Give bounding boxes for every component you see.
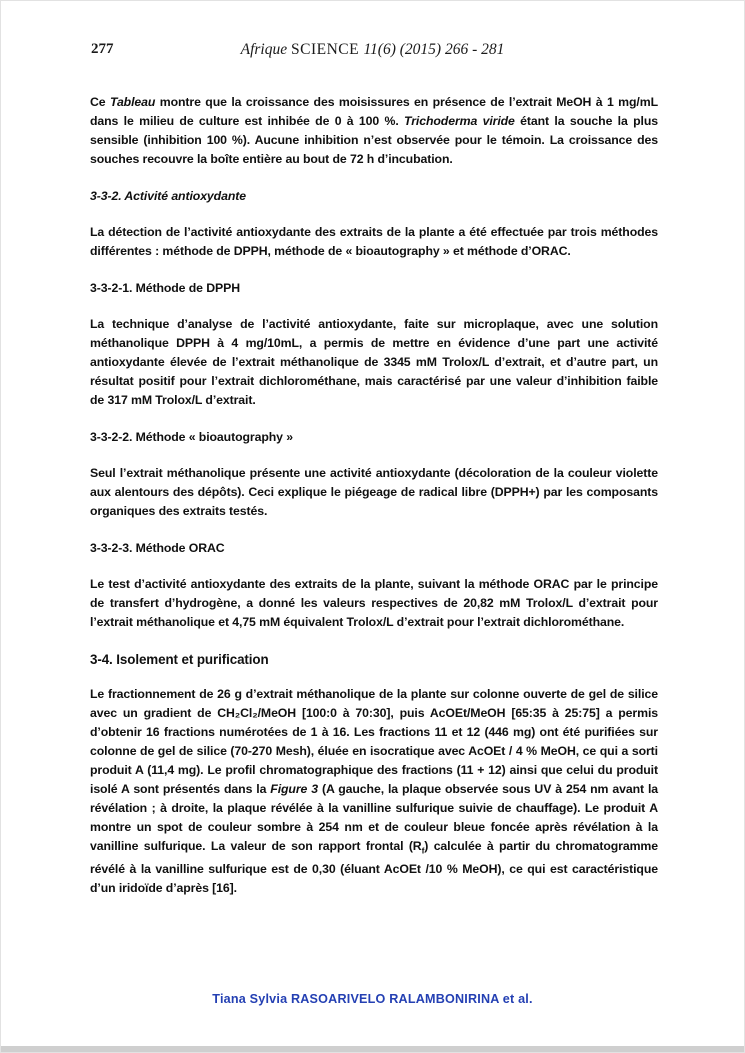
article-body <box>90 93 658 916</box>
paragraph-tableau <box>90 93 658 169</box>
paragraph-orac <box>90 575 658 632</box>
subheading-3-3-2-3-methode-orac <box>90 539 658 558</box>
page-number: 277 <box>91 41 114 57</box>
text-segment: ) calculée à partir du chromatogramme révélé à la vanilline sulfurique est de 0,30 (éluant AcOEt /10 % MeOH), ce qui est caractéristique d’un iridoïde d’après [16]. <box>90 839 658 896</box>
text-segment: 3-3-2-2. Méthode « bioautography » <box>90 430 293 444</box>
heading-3-3-2-activite-antioxydante <box>90 187 658 206</box>
text-segment: f <box>421 845 425 856</box>
text-segment: Figure 3 <box>270 782 322 796</box>
journal-title <box>241 41 505 58</box>
text-segment: 3-3-2-3. Méthode ORAC <box>90 541 225 555</box>
paragraph-bioautography <box>90 464 658 521</box>
text-segment: Afrique <box>240 41 291 58</box>
text-segment: 11(6) (2015) 266 - 281 <box>363 41 505 58</box>
text-segment: montre que la croissance des moisissures en présence de l’extrait MeOH à 1 mg/mL dans le milieu de culture est inhibée de 0 à 100 %. <box>90 95 658 128</box>
text-segment: 3-4. Isolement et purification <box>90 652 269 667</box>
paragraph-fractionnement <box>90 685 658 898</box>
paragraph-technique-dpph <box>90 315 658 410</box>
text-segment: Le test d’activité antioxydante des extraits de la plante, suivant la méthode ORAC par le principe de transfert d’hydrogène, a donné les valeurs respectives de 20,82 mM Trolox/L d’extrait pour l’extrait méthanolique et 4,75 mM équivalent Trolox/L d’extrait pour l’extrait dichlorométhane. <box>90 577 658 629</box>
text-segment: (A gauche, la plaque observée sous UV à 254 nm avant la révélation ; à droite, la plaque révélée à la vanilline sulfurique suivie de chauffage). Le produit A montre un spot de couleur sombre à 254 nm et de couleur bleue foncée après révélation à la vanilline sulfurique. La valeur de son rapport frontal (R <box>90 782 658 853</box>
text-segment: Trichoderma viride <box>404 114 521 128</box>
text-segment: Seul l’extrait méthanolique présente une activité antioxydante (décoloration de la couleur violette aux alentours des dépôts). Ceci explique le piégeage de radical libre (DPPH+) par les composants organiques des extraits testés. <box>90 466 658 518</box>
heading-3-4-isolement-purification <box>90 650 658 669</box>
footer-authors: Tiana Sylvia RASOARIVELO RALAMBONIRINA et al. <box>212 992 533 1006</box>
text-segment: La détection de l’activité antioxydante des extraits de la plante a été effectuée par trois méthodes différentes : méthode de DPPH, méthode de « bioautography » et méthode d’ORAC. <box>90 225 658 258</box>
subheading-3-3-2-1-methode-dpph <box>90 279 658 298</box>
page-header <box>1 41 744 65</box>
text-segment: Le fractionnement de 26 g d’extrait méthanolique de la plante sur colonne ouverte de gel de silice avec un gradient de CH₂Cl₂/MeOH [100:0 à 70:30], puis AcOEt/MeOH [65:35 à 25:75] a permis d’obtenir 16 fractions numérotées de 1 à 16. Les fractions 11 et 12 (446 mg) ont été purifiées sur colonne de gel de silice (70-270 Mesh), éluée en isocratique avec AcOEt / 4 % MeOH, ce qui a sorti produit A (11,4 mg). Le profil chromatographique des fractions (11 + 12) ainsi que celui du produit isolé A sont présentés dans la <box>90 687 658 796</box>
text-segment: La technique d’analyse de l’activité antioxydante, faite sur microplaque, avec une solution méthanolique DPPH à 4 mg/10mL, a permis de mettre en évidence d’une part une activité antioxydante élevée de l’extrait méthanolique de 3345 mM Trolox/L d’extrait, et d’autre part, un résultat positif pour l’extrait dichlorométhane, mais caractérisé par une valeur d’inhibition faible de 317 mM Trolox/L d’extrait. <box>90 317 658 407</box>
text-segment: 3-3-2. Activité antioxydante <box>90 189 246 203</box>
text-segment: Ce <box>90 95 110 109</box>
text-segment: Tableau <box>109 95 160 109</box>
paragraph-detection <box>90 223 658 261</box>
subheading-3-3-2-2-methode-bioautography <box>90 428 658 447</box>
text-segment: 3-3-2-1. Méthode de DPPH <box>90 281 240 295</box>
text-segment: étant la souche la plus sensible (inhibition 100 %). Aucune inhibition n’est observée pour le témoin. La croissance des souches recouvre la boîte entière au bout de 72 h d’incubation. <box>90 114 658 166</box>
text-segment: SCIENCE <box>290 41 364 58</box>
page-bottom-edge <box>1 1046 744 1052</box>
